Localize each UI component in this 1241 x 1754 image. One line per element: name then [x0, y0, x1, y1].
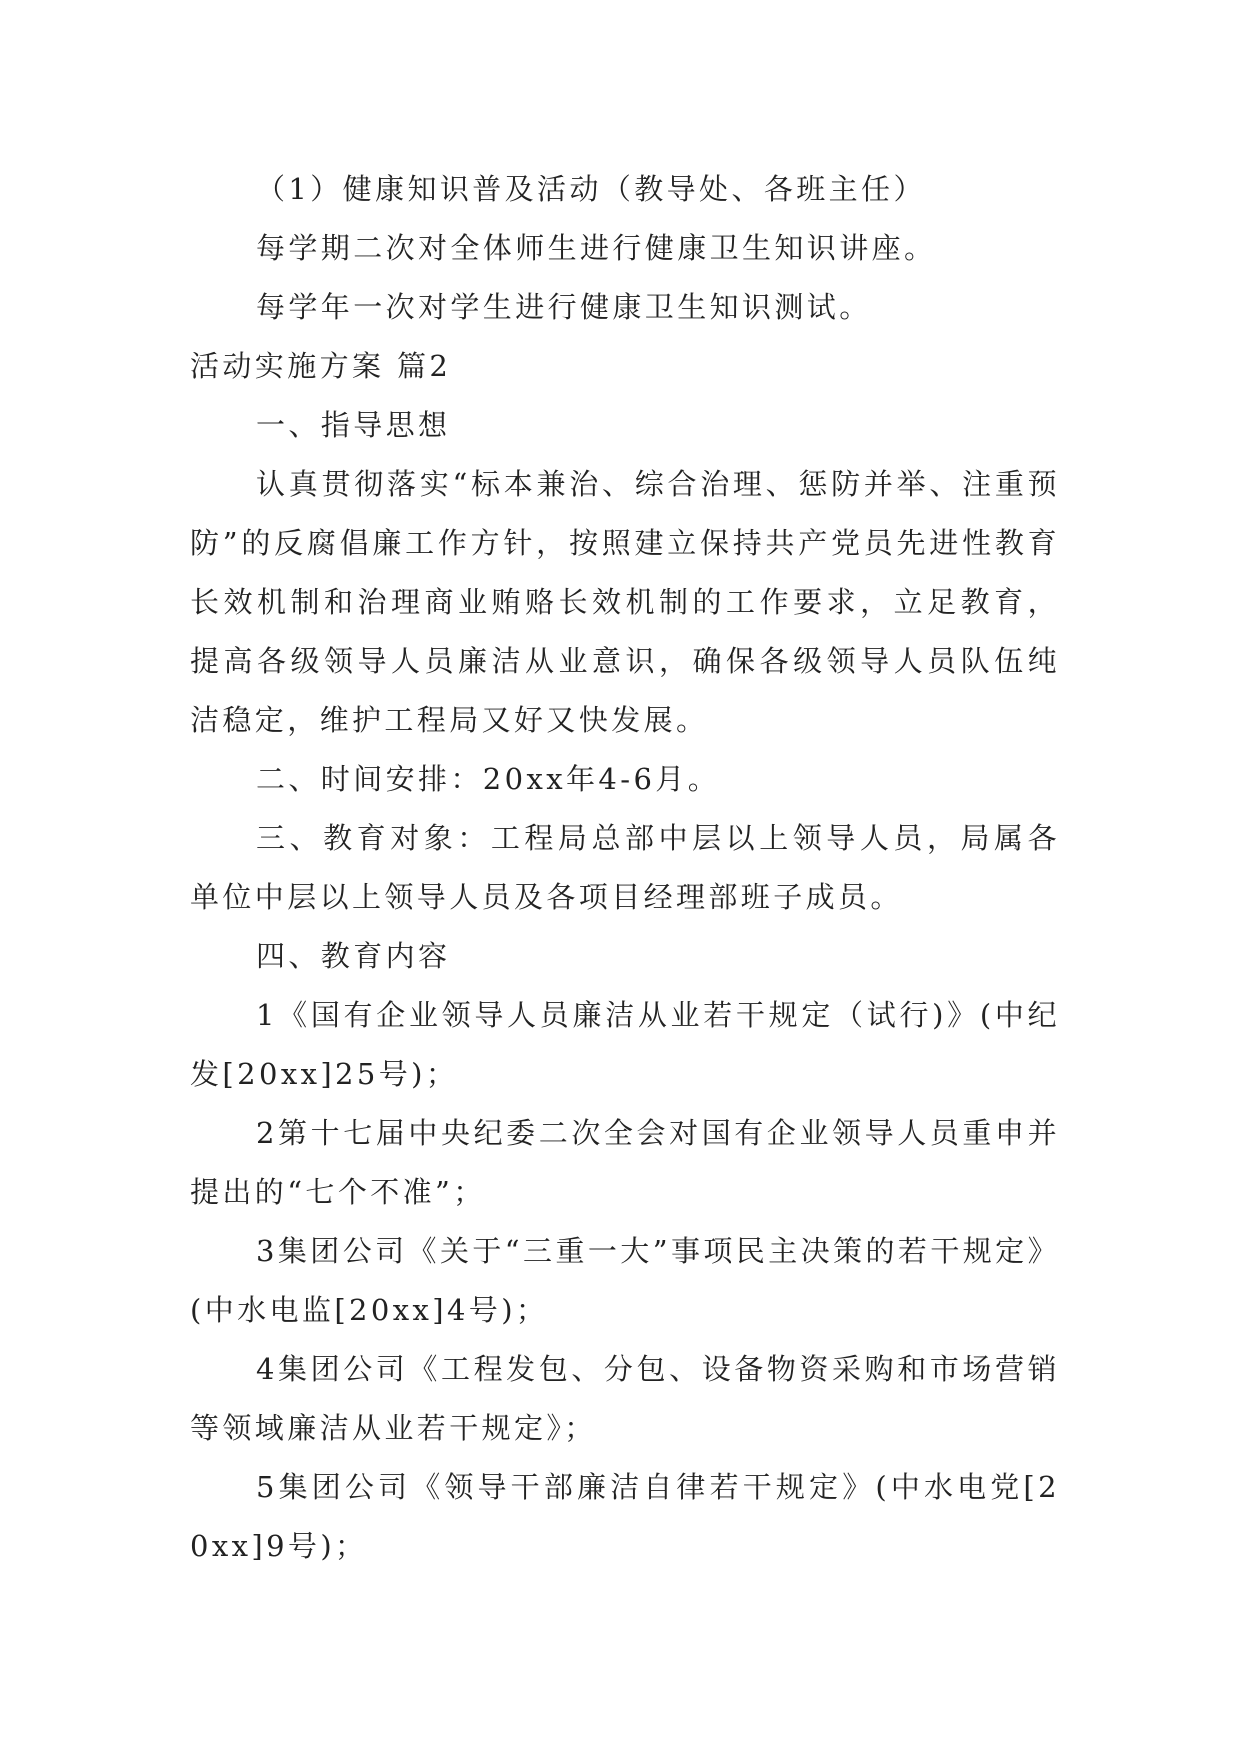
- list-item-content-3: 3集团公司《关于“三重一大”事项民主决策的若干规定》(中水电监[20xx]4号)；: [190, 1234, 1060, 1327]
- list-item-content-2: 2第十七届中央纪委二次全会对国有企业领导人员重申并提出的“七个不准”；: [190, 1116, 1060, 1209]
- heading-guiding-ideology: 一、指导思想: [256, 408, 451, 442]
- heading-education-content: 四、教育内容: [256, 939, 451, 973]
- list-item-content-5: 5集团公司《领导干部廉洁自律若干规定》(中水电党[20xx]9号)；: [190, 1470, 1060, 1563]
- paragraph-time-arrangement: 二、时间安排：20xx年4-6月。: [256, 762, 721, 796]
- list-item-content-4: 4集团公司《工程发包、分包、设备物资采购和市场营销等领域廉洁从业若干规定》；: [190, 1352, 1060, 1445]
- paragraph-education-target: 三、教育对象：工程局总部中层以上领导人员，局属各单位中层以上领导人员及各项目经理部班子成员。: [190, 821, 1060, 914]
- document-body: [190, 160, 1060, 1576]
- paragraph-annual-test: 每学年一次对学生进行健康卫生知识测试。: [256, 290, 872, 324]
- section-title: 活动实施方案 篇2: [190, 349, 452, 383]
- paragraph-health-knowledge-activity: （1）健康知识普及活动（教导处、各班主任）: [256, 172, 926, 206]
- paragraph-semester-lecture: 每学期二次对全体师生进行健康卫生知识讲座。: [256, 231, 937, 265]
- paragraph-guiding-ideology: 认真贯彻落实“标本兼治、综合治理、惩防并举、注重预防”的反腐倡廉工作方针，按照建立保持共产党员先进性教育长效机制和治理商业贿赂长效机制的工作要求，立足教育，提高各级领导人员廉洁从业意识，确保各级领导人员队伍纯洁稳定，维护工程局又好又快发展。: [190, 467, 1060, 737]
- list-item-content-1: 1《国有企业领导人员廉洁从业若干规定（试行)》(中纪发[20xx]25号)；: [190, 998, 1060, 1091]
